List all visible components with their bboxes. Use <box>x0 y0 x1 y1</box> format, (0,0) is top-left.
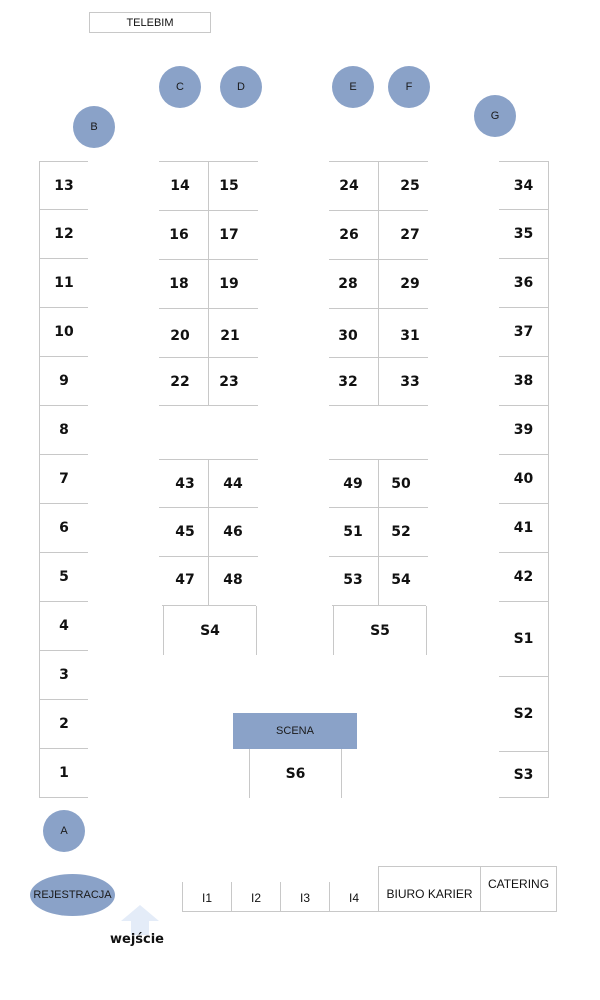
booth-21[interactable]: 21 <box>220 328 240 344</box>
booth-s4[interactable]: S4 <box>163 606 257 655</box>
booth-29[interactable]: 29 <box>400 276 420 292</box>
booth-i2[interactable]: I2 <box>250 891 261 905</box>
biuro-karier[interactable]: BIURO KARIER <box>378 866 480 912</box>
booth-30[interactable]: 30 <box>338 328 358 344</box>
booth-4[interactable]: 4 <box>39 602 88 651</box>
rejestracja[interactable]: REJESTRACJA <box>30 874 115 916</box>
booth-35[interactable]: 35 <box>499 210 549 259</box>
booth-31[interactable]: 31 <box>400 328 420 344</box>
booth-49[interactable]: 49 <box>343 475 363 492</box>
circle-c[interactable]: C <box>159 66 201 108</box>
booth-32[interactable]: 32 <box>338 374 358 390</box>
booth-11[interactable]: 11 <box>39 259 88 308</box>
booth-5[interactable]: 5 <box>39 553 88 602</box>
booth-19[interactable]: 19 <box>219 276 239 292</box>
booth-48[interactable]: 48 <box>223 571 243 588</box>
booth-54[interactable]: 54 <box>391 571 411 588</box>
booth-i3[interactable]: I3 <box>299 891 310 905</box>
booth-40[interactable]: 40 <box>499 455 549 504</box>
booth-13[interactable]: 13 <box>39 161 88 210</box>
booth-47[interactable]: 47 <box>175 571 195 588</box>
booth-51[interactable]: 51 <box>343 524 363 540</box>
booth-26[interactable]: 26 <box>339 227 359 243</box>
booth-41[interactable]: 41 <box>499 504 549 553</box>
booth-23[interactable]: 23 <box>219 374 239 390</box>
booth-53[interactable]: 53 <box>343 571 363 588</box>
catering[interactable]: CATERING <box>480 866 557 912</box>
booth-10[interactable]: 10 <box>39 308 88 357</box>
booth-18[interactable]: 18 <box>169 276 189 292</box>
booth-45[interactable]: 45 <box>175 524 195 540</box>
booth-42[interactable]: 42 <box>499 553 549 602</box>
booth-52[interactable]: 52 <box>391 524 411 540</box>
booth-8[interactable]: 8 <box>39 406 88 455</box>
booth-25[interactable]: 25 <box>400 178 420 194</box>
booth-3[interactable]: 3 <box>39 651 88 700</box>
circle-f[interactable]: F <box>388 66 430 108</box>
booth-39[interactable]: 39 <box>499 406 549 455</box>
telebim: TELEBIM <box>89 12 211 33</box>
booth-37[interactable]: 37 <box>499 308 549 357</box>
circle-b[interactable]: B <box>73 106 115 148</box>
booth-i4[interactable]: I4 <box>348 891 359 905</box>
booth-46[interactable]: 46 <box>223 524 243 540</box>
circle-a[interactable]: A <box>43 810 85 852</box>
booth-36[interactable]: 36 <box>499 259 549 308</box>
booth-s2[interactable]: S2 <box>499 677 549 752</box>
scena[interactable]: SCENA <box>233 713 357 749</box>
booth-2[interactable]: 2 <box>39 700 88 749</box>
booth-16[interactable]: 16 <box>169 227 189 243</box>
entrance-label: wejście <box>110 932 164 947</box>
circle-g[interactable]: G <box>474 95 516 137</box>
circle-e[interactable]: E <box>332 66 374 108</box>
booth-33[interactable]: 33 <box>400 374 420 390</box>
booth-s3[interactable]: S3 <box>499 752 549 798</box>
booth-28[interactable]: 28 <box>338 276 358 292</box>
booth-s1[interactable]: S1 <box>499 602 549 677</box>
booth-15[interactable]: 15 <box>219 178 239 194</box>
booth-34[interactable]: 34 <box>499 161 549 210</box>
booth-1[interactable]: 1 <box>39 749 88 798</box>
booth-43[interactable]: 43 <box>175 475 195 492</box>
booth-i1[interactable]: I1 <box>201 891 212 905</box>
booth-17[interactable]: 17 <box>219 227 239 243</box>
booth-38[interactable]: 38 <box>499 357 549 406</box>
booth-24[interactable]: 24 <box>339 178 359 194</box>
booth-s6[interactable]: S6 <box>249 749 342 798</box>
booth-9[interactable]: 9 <box>39 357 88 406</box>
booth-22[interactable]: 22 <box>170 374 190 390</box>
booth-7[interactable]: 7 <box>39 455 88 504</box>
booth-44[interactable]: 44 <box>223 475 243 492</box>
circle-d[interactable]: D <box>220 66 262 108</box>
booth-14[interactable]: 14 <box>170 178 190 194</box>
booth-50[interactable]: 50 <box>391 475 411 492</box>
booth-20[interactable]: 20 <box>170 328 190 344</box>
booth-27[interactable]: 27 <box>400 227 420 243</box>
booth-6[interactable]: 6 <box>39 504 88 553</box>
booth-s5[interactable]: S5 <box>333 606 427 655</box>
booth-12[interactable]: 12 <box>39 210 88 259</box>
